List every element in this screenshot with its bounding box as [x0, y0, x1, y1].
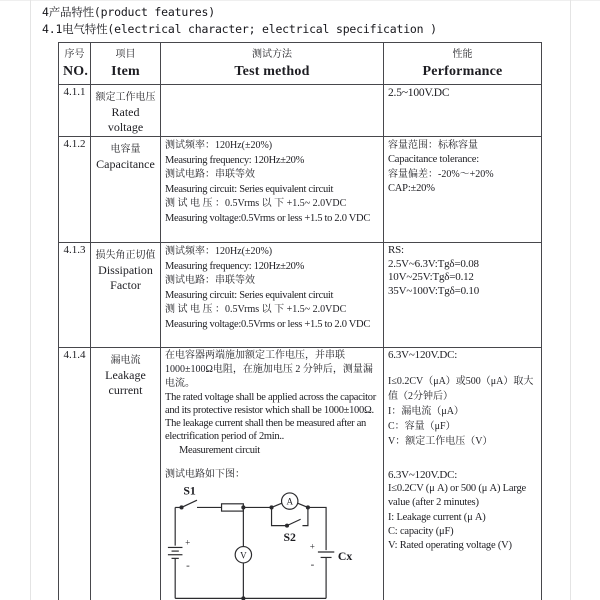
cx-label: Cx [337, 548, 353, 563]
table-row-leakage-current [59, 348, 542, 600]
header-no-en: NO. [63, 64, 89, 79]
wire [302, 507, 307, 525]
spec-table [58, 42, 542, 600]
performance-cell [384, 137, 542, 243]
method-cell [161, 137, 384, 243]
item-cell [91, 243, 161, 348]
performance-line: I≤0.2CV（μA）或500（μA）取大值（2分钟后） [388, 375, 534, 402]
item-zh: 损失角正切值 [95, 250, 156, 261]
item-en: Capacitance [96, 157, 155, 171]
s2-switch-blade [287, 519, 301, 525]
header-test-method [161, 43, 384, 85]
performance-cell [384, 243, 542, 348]
header-performance [384, 43, 542, 85]
performance-line: C：容量（μF） [388, 420, 456, 432]
method-content [165, 349, 379, 600]
item-en: Leakage current [105, 368, 146, 397]
item-cell [91, 137, 161, 243]
s1-label: S1 [183, 483, 196, 498]
s2-label: S2 [283, 529, 296, 544]
header-item-en: Item [111, 64, 140, 79]
row-no: 4.1.2 [59, 137, 91, 243]
performance-cell [384, 348, 542, 600]
performance-line: 10V~25V:Tgδ=0.12 [388, 271, 474, 284]
header-no-zh: 序号 [64, 49, 85, 60]
circuit-caption-zh: 测试电路如下图： [165, 468, 245, 480]
wire [272, 507, 287, 525]
performance-line: 6.3V~120V.DC: [388, 349, 458, 361]
performance-line: RS: [388, 244, 404, 256]
resistor-symbol [222, 503, 244, 510]
test-circuit-diagram [167, 482, 377, 600]
method-cell [161, 243, 384, 348]
performance-line: I≤0.2CV (μ A) or 500 (μ A) Large value (after 2 minutes) [388, 483, 526, 509]
voltmeter-letter: V [240, 549, 247, 560]
header-test-method-zh: 测试方法 [252, 49, 292, 60]
performance-line: C: capacity (μF) [388, 525, 454, 537]
table-header-row [59, 43, 542, 85]
performance-cell [384, 85, 542, 137]
performance-line: 35V~100V:Tgδ=0.10 [388, 284, 480, 297]
performance-line: 容量范围：标称容量 [388, 140, 478, 151]
s1-switch-blade [182, 500, 197, 507]
performance-line: 6.3V~120V.DC: [388, 468, 458, 481]
performance-line: Capacitance tolerance: [388, 154, 479, 165]
wire [272, 502, 283, 507]
method-line: 测试电路：串联等效 [165, 169, 255, 181]
performance-line: I: Leakage current (μ A) [388, 511, 486, 523]
header-test-method-en: Test method [234, 64, 310, 79]
method-line: Measuring frequency: 120Hz±20% [165, 260, 305, 272]
item-cell [91, 348, 161, 600]
method-line: Measuring voltage:0.5Vrms or less +1.5 to 2.0 VDC [165, 318, 371, 330]
battery-minus-sign: - [186, 558, 190, 571]
performance-line: CAP:±20% [388, 183, 435, 195]
method-cell [161, 348, 384, 600]
row-no: 4.1.4 [59, 348, 91, 600]
page-edge-top [0, 0, 600, 1]
row-no: 4.1.1 [59, 85, 91, 137]
header-performance-zh: 性能 [452, 49, 473, 60]
method-line: 测 试 电 压 ：0.5Vrms 以 下 +1.5~ 2.0VDC [165, 198, 347, 210]
item-cell [91, 85, 161, 137]
performance-line: 2.5~100V.DC [388, 87, 450, 99]
method-cell-empty [161, 85, 384, 137]
method-paragraph-zh: 在电容器两端施加额定工作电压，并串联1000±100Ω电阻，在施加电压 2 分钟后，测量漏电流。 [165, 350, 373, 389]
page-edge-right [570, 0, 571, 600]
item-zh: 额定工作电压 [95, 92, 156, 103]
capacitor-minus-sign: - [310, 557, 315, 570]
method-line: 测试频率：120Hz(±20%) [165, 140, 273, 151]
header-item [91, 43, 161, 85]
section-title: 4产品特性(product features) [42, 5, 215, 19]
item-en: Dissipation Factor [98, 263, 153, 292]
method-line: Measuring circuit: Series equivalent circuit [165, 183, 334, 195]
method-line: Measuring frequency: 120Hz±20% [165, 154, 305, 166]
performance-line: 2.5V~6.3V:Tgδ=0.08 [388, 257, 479, 270]
performance-line: I：漏电流（μA） [388, 405, 464, 417]
method-line: 测试电路：串联等效 [165, 275, 255, 287]
page-edge-left [30, 0, 31, 600]
wire [297, 502, 308, 507]
item-en: Rated voltage [107, 105, 144, 134]
performance-content [388, 349, 537, 553]
method-paragraph-en: The rated voltage shall be applied across the capacitor and its protective resistor which shall be 1000±100Ω. The leakage current shall then be measured after an electrification period of 2min.. [165, 392, 376, 443]
header-performance-en: Performance [422, 64, 503, 79]
method-line: 测 试 电 压 ：0.5Vrms 以 下 +1.5~ 2.0VDC [165, 304, 347, 316]
table-row-capacitance [59, 137, 542, 243]
item-zh: 电容量 [110, 144, 141, 155]
circuit-caption-en: Measurement circuit [179, 444, 260, 456]
ammeter-letter: A [286, 496, 294, 507]
capacitor-plus-sign: + [309, 540, 315, 551]
performance-line: 容量偏差：-20%～+20% [388, 169, 494, 181]
performance-line: V：额定工作电压（V） [388, 435, 493, 447]
item-zh: 漏电流 [110, 355, 141, 366]
battery-plus-sign: + [185, 537, 191, 548]
subsection-title: 4.1电气特性(electrical character; electrical specification ) [42, 22, 437, 36]
method-line: 测试频率：120Hz(±20%) [165, 246, 273, 257]
header-no [59, 43, 91, 85]
table-row-dissipation-factor [59, 243, 542, 348]
table-row-rated-voltage [59, 85, 542, 137]
method-line: Measuring circuit: Series equivalent circuit [165, 289, 334, 301]
header-item-zh: 项目 [115, 49, 136, 60]
row-no: 4.1.3 [59, 243, 91, 348]
performance-line: V: Rated operating voltage (V) [388, 539, 512, 551]
method-line: Measuring voltage:0.5Vrms or less +1.5 to 2.0 VDC [165, 212, 371, 224]
